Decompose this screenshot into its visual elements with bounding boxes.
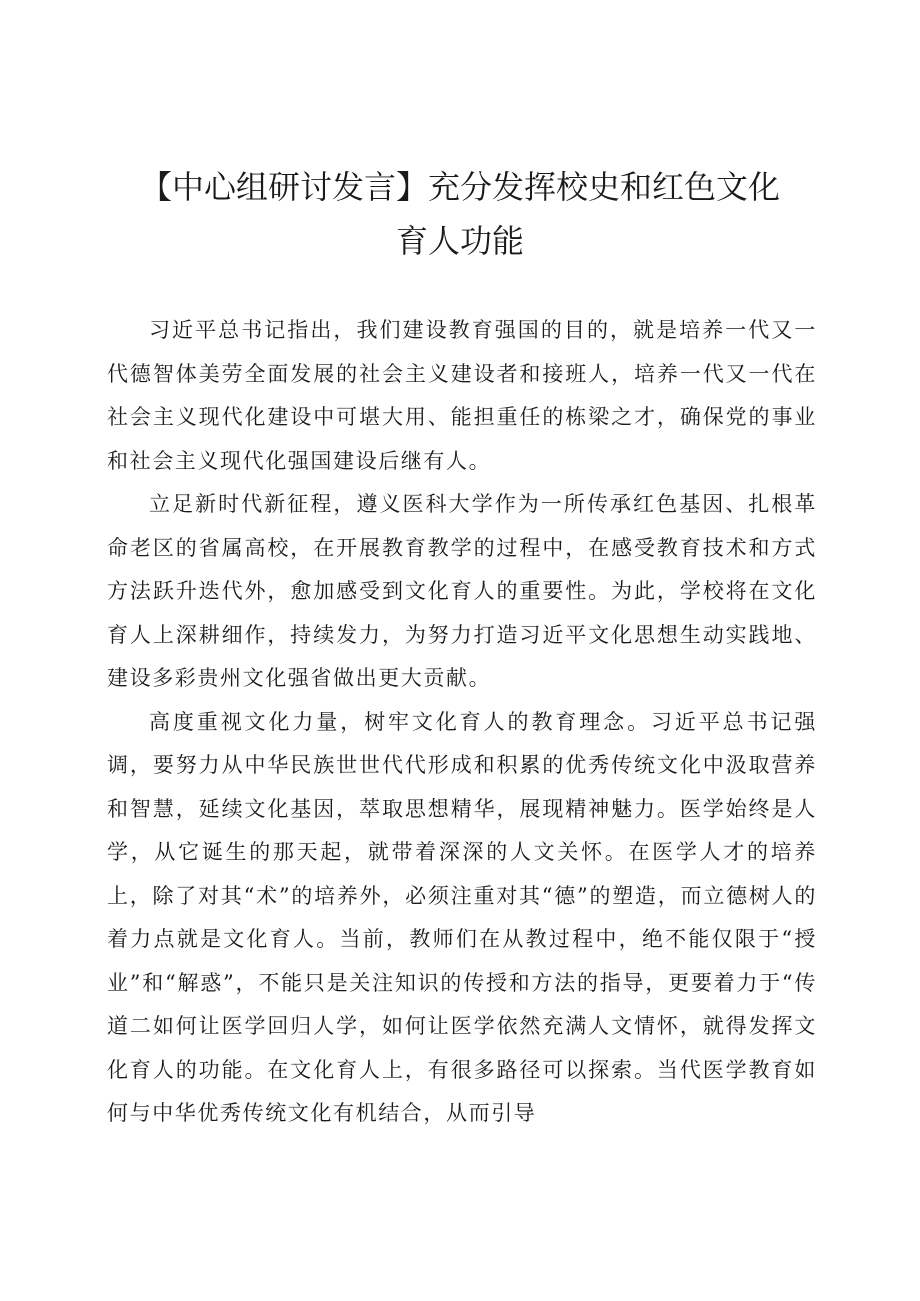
paragraph-2: 立足新时代新征程，遵义医科大学作为一所传承红色基因、扎根革命老区的省属高校，在开展教育教学的过程中，在感受教育技术和方式方法跃升迭代外，愈加感受到文化育人的重要性。为此，学校将在文化育人上深耕细作，持续发力，为努力打造习近平文化思想生动实践地、建设多彩贵州文化强省做出更大贡献。	[107, 492, 817, 690]
document-title-line-2: 育人功能	[395, 222, 524, 260]
document-title-line-1: 【中心组研讨发言】充分发挥校史和红色文化	[139, 168, 780, 206]
paragraph-3: 高度重视文化力量，树牢文化育人的教育理念。习近平总书记强调，要努力从中华民族世世代代形成和积累的优秀传统文化中汲取营养和智慧，延续文化基因，萃取思想精华，展现精神魅力。医学始终是人学，从它诞生的那天起，就带着深深的人文关怀。在医学人才的培养上，除了对其“术”的培养外，必须注重对其“德”的塑造，而立德树人的着力点就是文化育人。当前，教师们在从教过程中，绝不能仅限于“授业”和“解惑”，不能只是关注知识的传授和方法的指导，更要着力于“传道二如何让医学回归人学，如何让医学依然充满人文情怀，就得发挥文化育人的功能。在文化育人上，有很多路径可以探索。当代医学教育如何与中华优秀传统文化有机结合，从而引导	[107, 709, 817, 1125]
document-body	[107, 309, 817, 1136]
paragraph-1: 习近平总书记指出，我们建设教育强国的目的，就是培养一代又一代德智体美劳全面发展的社会主义建设者和接班人，培养一代又一代在社会主义现代化建设中可堪大用、能担重任的栋梁之才，确保党的事业和社会主义现代化强国建设后继有人。	[107, 318, 817, 473]
